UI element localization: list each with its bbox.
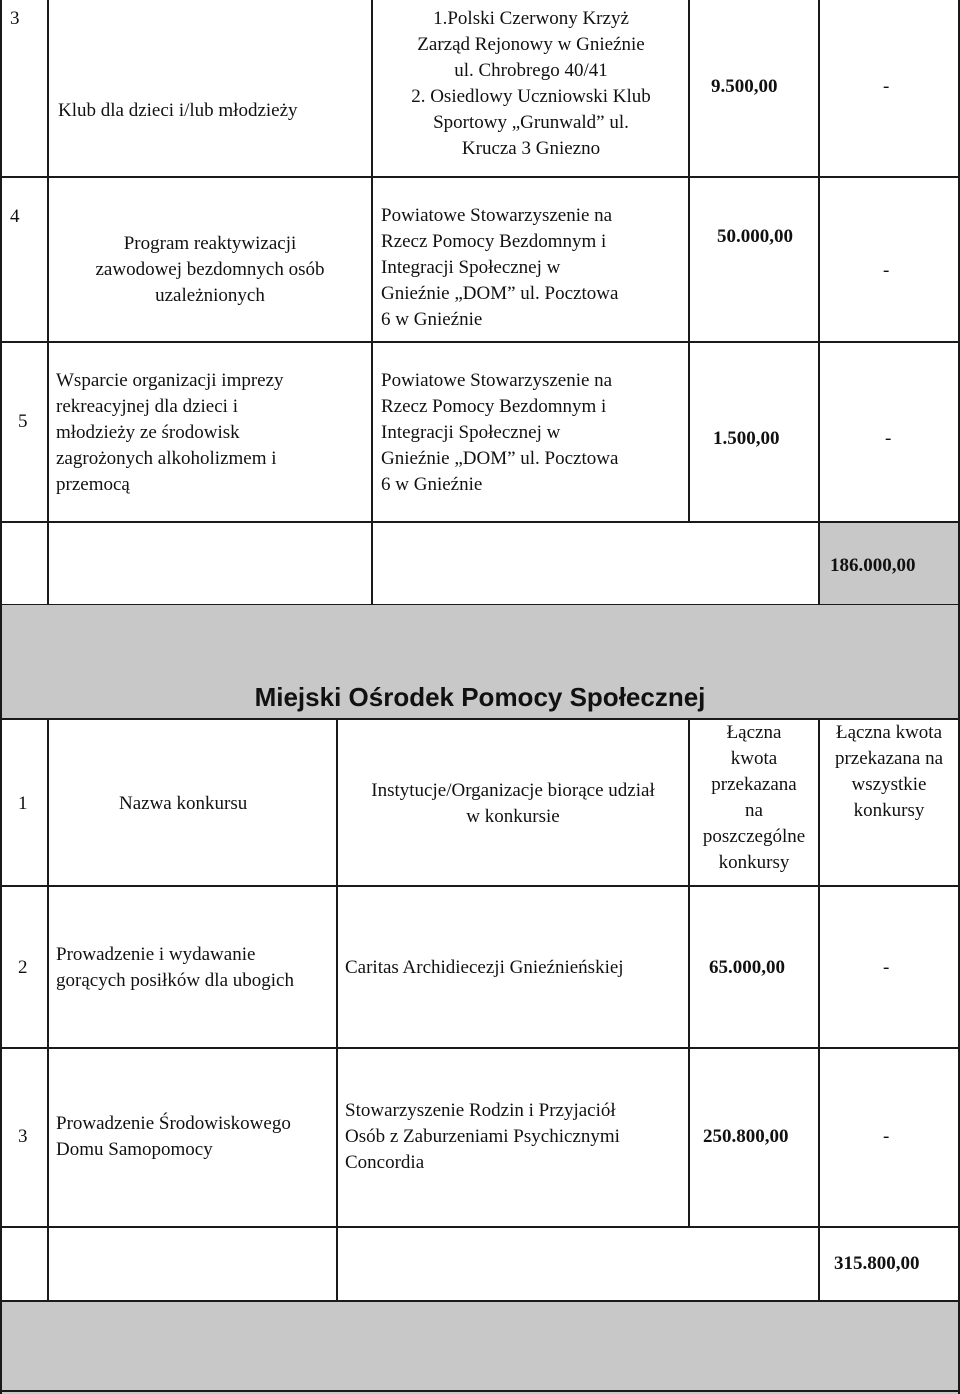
rule [0,1226,960,1228]
org-line: 1.Polski Czerwony Krzyż [433,8,629,29]
org-line: Integracji Społecznej w [381,257,561,278]
name-line: zawodowej bezdomnych osób [95,259,325,280]
org-line: 6 w Gnieźnie [381,474,483,495]
row-number: 1 [18,793,28,814]
org-line: 2. Osiedlowy Uczniowski Klub [411,86,651,107]
total: - [883,260,890,281]
name-line: rekreacyjnej dla dzieci i [56,396,238,417]
contest-name: Klub dla dzieci i/lub młodzieży [58,100,298,121]
header-line: Instytucje/Organizacje biorące udział [371,780,655,801]
row-number: 4 [10,206,20,227]
footer-bg [0,1302,960,1394]
name-line: zagrożonych alkoholizmem i [56,448,277,469]
organizations [381,368,618,498]
name-line: Wsparcie organizacji imprezy [56,370,284,391]
amount: 50.000,00 [717,226,793,247]
name-line: Prowadzenie i wydawanie [56,944,256,965]
name-line: gorących posiłków dla ubogich [56,970,294,991]
rule [0,176,960,178]
org-line: ul. Chrobrego 40/41 [454,60,608,81]
header-line: konkursy [853,800,925,821]
rule [0,0,2,606]
name-line: Prowadzenie Środowiskowego [56,1113,291,1134]
row-number: 3 [18,1126,28,1147]
total: - [883,1126,890,1147]
name-line: przemocą [56,474,130,495]
org-line: Sportowy „Grunwald” ul. [433,112,629,133]
org-line: Gnieźnie „DOM” ul. Pocztowa [381,283,619,304]
total: - [883,957,890,978]
amount: 1.500,00 [713,428,780,449]
grand-total: 315.800,00 [834,1253,920,1274]
column-header-total [820,720,958,824]
rule [0,1047,960,1049]
row-number: 2 [18,957,28,978]
org-line: Rzecz Pomocy Bezdomnym i [381,231,607,252]
org-line: 6 w Gnieźnie [381,309,483,330]
grand-total: 186.000,00 [830,555,916,576]
rule [0,1300,960,1302]
organizations [381,203,618,333]
org-line: Gnieźnie „DOM” ul. Pocztowa [381,448,619,469]
header-line: Łączna kwota [835,722,943,743]
org-line: Stowarzyszenie Rodzin i Przyjaciół [345,1100,616,1121]
header-line: kwota [730,748,778,769]
contest-name [56,942,294,994]
org-line: Rzecz Pomocy Bezdomnym i [381,396,607,417]
column-header-amount [690,720,818,876]
column-header-organizations [338,778,688,830]
header-line: przekazana [711,774,797,795]
rule [0,605,2,1394]
header-line: w konkursie [466,806,560,827]
org-line: Concordia [345,1152,425,1173]
rule [0,341,960,343]
rule [818,0,820,606]
header-line: poszczególne [702,826,806,847]
rule [47,718,49,1302]
name-line: Domu Samopomocy [56,1139,213,1160]
org-line: Powiatowe Stowarzyszenie na [381,205,613,226]
header-line: wszystkie [851,774,927,795]
name-line: Program reaktywizacji [123,233,297,254]
name-line: młodzieży ze środowisk [56,422,240,443]
header-line: przekazana na [834,748,944,769]
row-number: 5 [18,411,28,432]
organizations [373,6,689,162]
contest-name [49,231,371,309]
org-line: Zarząd Rejonowy w Gnieźnie [417,34,645,55]
column-header-name: Nazwa konkursu [119,793,248,814]
rule [0,521,960,523]
amount: 250.800,00 [703,1126,789,1147]
section-title: Miejski Ośrodek Pomocy Społecznej [254,682,706,712]
header-line: konkursy [718,852,790,873]
org-line: Osób z Zaburzeniami Psychicznymi [345,1126,620,1147]
amount: 9.500,00 [711,76,778,97]
row-number: 3 [10,8,20,29]
header-line: na [745,800,763,821]
org-line: Integracji Społecznej w [381,422,561,443]
amount: 65.000,00 [709,957,785,978]
header-line: Łączna [726,722,782,743]
contest-name [56,368,284,498]
organizations: Caritas Archidiecezji Gnieźnieńskiej [345,957,624,978]
org-line: Krucza 3 Gniezno [461,138,601,159]
name-line: uzależnionych [155,285,265,306]
total: - [885,428,892,449]
rule [0,1390,960,1392]
organizations [345,1098,620,1176]
total: - [883,76,890,97]
contest-name [56,1111,291,1163]
rule [0,885,960,887]
org-line: Powiatowe Stowarzyszenie na [381,370,613,391]
